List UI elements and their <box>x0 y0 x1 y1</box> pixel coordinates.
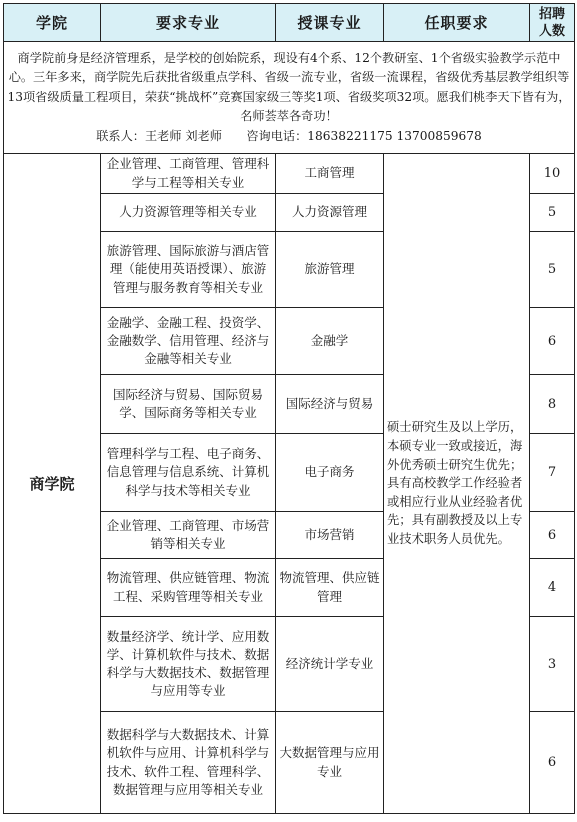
teaching-major: 工商管理 <box>276 154 384 194</box>
recruit-count: 3 <box>530 617 575 712</box>
required-major: 国际经济与贸易、国际贸易学、国际商务等相关专业 <box>101 375 276 434</box>
recruit-count: 7 <box>530 434 575 512</box>
teaching-major: 人力资源管理 <box>276 194 384 232</box>
header-required-major: 要求专业 <box>101 4 276 42</box>
required-major: 物流管理、供应链管理、物流工程、采购管理等相关专业 <box>101 559 276 617</box>
teaching-major: 经济统计学专业 <box>276 617 384 712</box>
teaching-major: 国际经济与贸易 <box>276 375 384 434</box>
required-major: 人力资源管理等相关专业 <box>101 194 276 232</box>
teaching-major: 电子商务 <box>276 434 384 512</box>
required-major: 金融学、金融工程、投资学、金融数学、信用管理、经济与金融等相关专业 <box>101 308 276 375</box>
header-recruit-count: 招聘人数 <box>530 4 575 42</box>
recruit-count: 5 <box>530 232 575 308</box>
header-row <box>4 4 575 42</box>
recruitment-table <box>3 3 575 814</box>
required-major: 企业管理、工商管理、市场营销等相关专业 <box>101 512 276 559</box>
recruit-count: 10 <box>530 154 575 194</box>
recruit-count: 6 <box>530 512 575 559</box>
teaching-major: 大数据管理与应用专业 <box>276 712 384 814</box>
recruit-count: 5 <box>530 194 575 232</box>
teaching-major: 物流管理、供应链管理 <box>276 559 384 617</box>
required-major: 数据科学与大数据技术、计算机软件与应用、计算机科学与技术、软件工程、管理科学、数据管理与应用等相关专业 <box>101 712 276 814</box>
intro-row <box>4 42 575 154</box>
intro-text: 商学院前身是经济管理系，是学校的创始院系，现设有4个系、12个教研室、1个省级实验教学示范中心。三年多来，商学院先后获批省级重点学科、省级一流专业，省级一流课程，省级优秀基层教学组织等13项省级质量工程项目，荣获“挑战杯”竞赛国家级三等奖1项、省级奖项32项。愿我们桃李天下皆有为，名师荟萃各奇功！ <box>7 50 571 124</box>
table-row <box>4 154 575 194</box>
recruit-count: 4 <box>530 559 575 617</box>
teaching-major: 旅游管理 <box>276 232 384 308</box>
college-name: 商学院 <box>4 154 101 814</box>
contact-info: 联系人：王老师 刘老师 咨询电话：18638221175 13700859678 <box>96 128 482 143</box>
recruit-count: 6 <box>530 712 575 814</box>
qualification-text: 硕士研究生及以上学历，本硕专业一致或接近，海外优秀硕士研究生优先；具有高校教学工作经验者或相应行业从业经验者优先；具有副教授及以上专业技术职务人员优先。 <box>384 154 530 814</box>
teaching-major: 市场营销 <box>276 512 384 559</box>
required-major: 数量经济学、统计学、应用数学、计算机软件与技术、数据科学与大数据技术、数据管理与应用等专业 <box>101 617 276 712</box>
header-qualification: 任职要求 <box>384 4 530 42</box>
college-intro <box>4 42 575 154</box>
required-major: 旅游管理、国际旅游与酒店管理（能使用英语授课）、旅游管理与服务教育等相关专业 <box>101 232 276 308</box>
required-major: 企业管理、工商管理、管理科学与工程等相关专业 <box>101 154 276 194</box>
teaching-major: 金融学 <box>276 308 384 375</box>
header-college: 学院 <box>4 4 101 42</box>
recruit-count: 8 <box>530 375 575 434</box>
recruit-count: 6 <box>530 308 575 375</box>
header-teaching-major: 授课专业 <box>276 4 384 42</box>
required-major: 管理科学与工程、电子商务、信息管理与信息系统、计算机科学与技术等相关专业 <box>101 434 276 512</box>
